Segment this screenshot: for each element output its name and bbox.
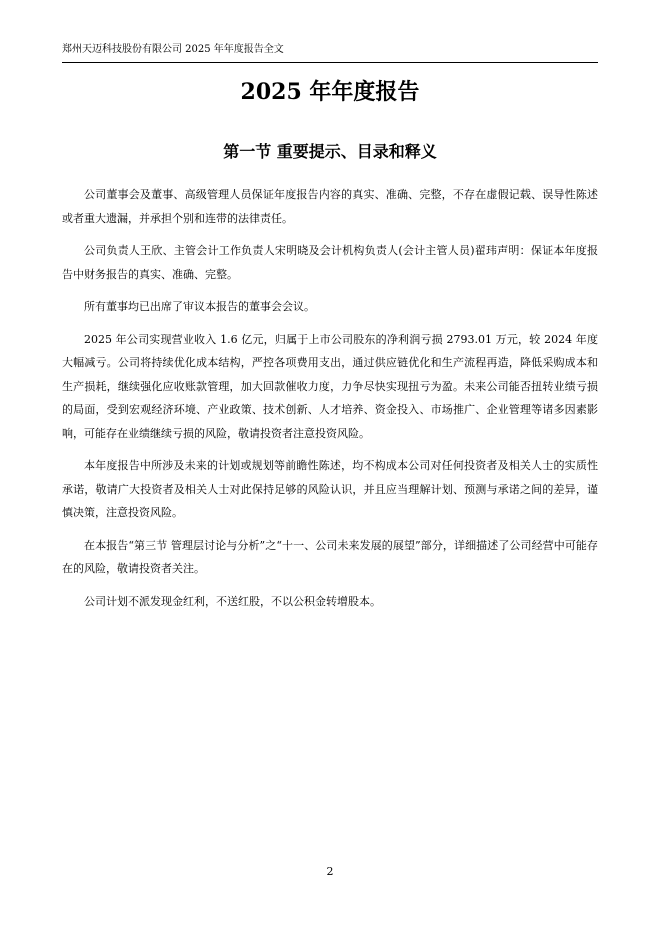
paragraph-board-attendance: 所有董事均已出席了审议本报告的董事会会议。: [84, 300, 315, 313]
document-title: 2025 年年度报告: [240, 79, 420, 105]
paragraph-forward-looking: 本年度报告中所涉及未来的计划或规划等前瞻性陈述，均不构成本公司对任何投资者及相关人士的实质性承诺，敬请广大投资者及相关人士对此保持足够的风险认识，并且应当理解计划、预测与承诺之间的差异，谨慎决策，注意投资风险。: [62, 459, 598, 519]
paragraph-risk-reference: 在本报告“第三节 管理层讨论与分析”之“十一、公司未来发展的展望”部分，详细描述了公司经营中可能存在的风险，敬请投资者关注。: [62, 538, 598, 575]
page-number: 2: [326, 865, 334, 878]
paragraph-dividend-plan: 公司计划不派发现金红利，不送红股，不以公积金转增股本。: [84, 594, 381, 608]
running-header: 郑州天迈科技股份有限公司 2025 年年度报告全文: [62, 44, 598, 63]
paragraph-responsible-persons: 公司负责人王欣、主管会计工作负责人宋明晓及会计机构负责人(会计主管人员)翟玮声明：保证本年度报告中财务报告的真实、准确、完整。: [62, 244, 598, 281]
body-text: [62, 183, 598, 622]
section-title: 第一节 重要提示、目录和释义: [223, 142, 437, 161]
paragraph-performance-risk: 2025 年公司实现营业收入 1.6 亿元，归属于上市公司股东的净利润亏损 2793.01 万元，较 2024 年度大幅减亏。公司将持续优化成本结构，严控各项费用支出，通过供应链优化和生产流程再造，降低采购成本和生产损耗，继续强化应收账款管理，加大回款催收力度，力争尽快实现扭亏为盈。未来公司能否扭转业绩亏损的局面，受到宏观经济环境、产业政策、技术创新、人才培养、资金投入、市场推广、企业管理等诸多因素影响，可能存在业绩继续亏损的风险，敬请投资者注意投资风险。: [62, 332, 598, 440]
paragraph-board-guarantee: 公司董事会及董事、高级管理人员保证年度报告内容的真实、准确、完整，不存在虚假记载、误导性陈述或者重大遗漏，并承担个别和连带的法律责任。: [62, 188, 598, 225]
